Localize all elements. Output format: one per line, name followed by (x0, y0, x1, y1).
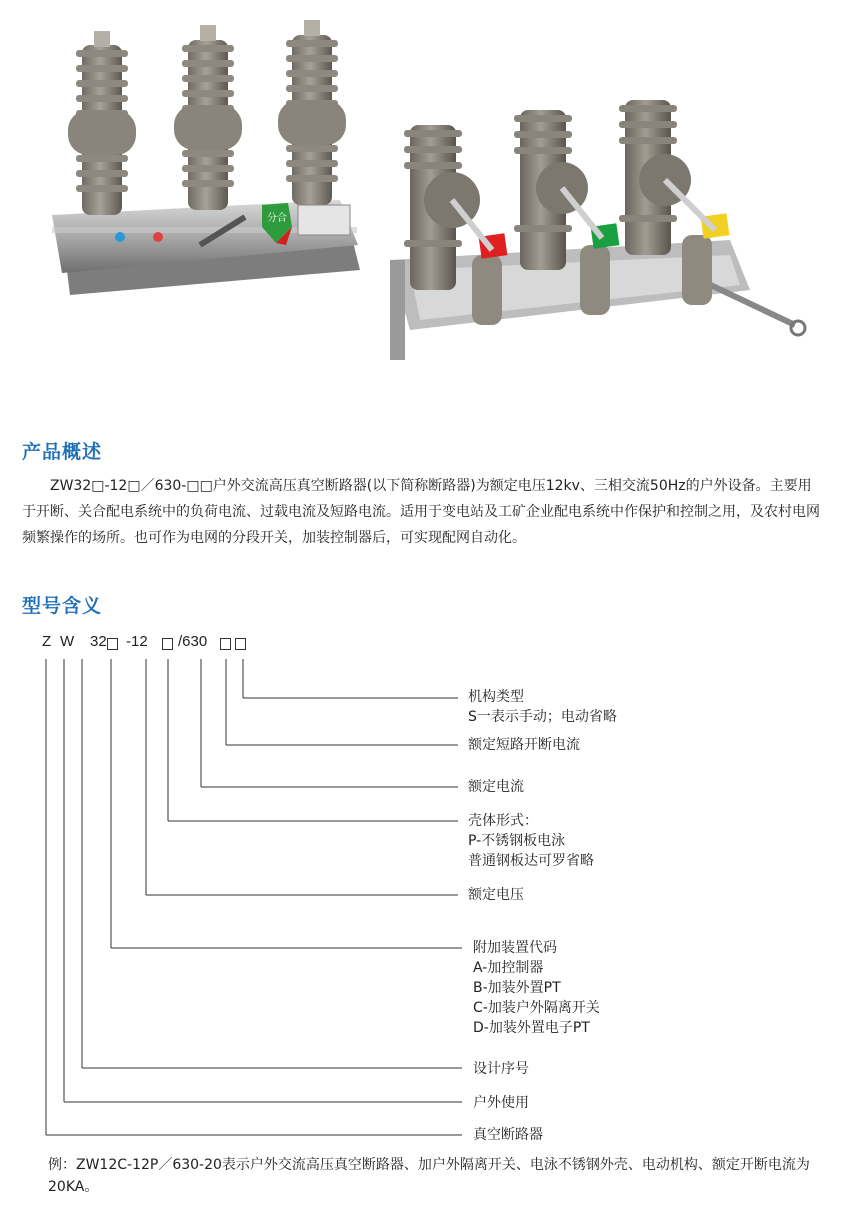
code-box-mechanism (235, 637, 246, 654)
code-box-shell (162, 637, 173, 654)
desc-accessory-code: 附加装置代码 A-加控制器 B-加装外置PT C-加装户外隔离开关 D-加装外置电子PT (473, 940, 600, 1036)
code-letter-w: W (60, 633, 75, 650)
code-voltage: -12 (126, 633, 148, 650)
desc-mechanism-type: 机构类型 S一表示手动；电动省略 (468, 689, 617, 725)
desc-short-circuit-current: 额定短路开断电流 (468, 737, 580, 753)
desc-rated-current: 额定电流 (468, 779, 524, 795)
code-box-breaking (220, 637, 231, 654)
badge-label: 分合 (267, 213, 287, 224)
desc-rated-voltage: 额定电压 (468, 887, 524, 903)
product-photo-angle (380, 70, 810, 370)
overview-paragraph: ZW32□-12□／630-□□户外交流高压真空断路器(以下简称断路器)为额定电压12kv、三相交流50Hz的户外设备。主要用于开断、关合配电系统中的负荷电流、过载电流及短路电流。适用于变电站及工矿企业配电系统中作保护和控制之用，及农村电网频繁操作的场所。也可作为电网的分段开关，加装控制器后，可实现配网自动化。 (22, 478, 820, 546)
model-leader-lines (0, 655, 850, 1155)
desc-design-serial: 设计序号 (473, 1061, 529, 1077)
code-design-number: 32 (90, 633, 107, 650)
section-title-overview: 产品概述 (22, 441, 103, 463)
code-letter-z: Z (42, 633, 52, 650)
desc-outdoor-use: 户外使用 (473, 1095, 529, 1111)
code-box-accessory (107, 637, 118, 654)
desc-vacuum-breaker: 真空断路器 (473, 1127, 543, 1143)
example-note: 例：ZW12C-12P／630-20表示户外交流高压真空断路器、加户外隔离开关、电泳不锈钢外壳、电动机构、额定开断电流为20KA。 (48, 1157, 810, 1195)
desc-shell-type: 壳体形式： P-不锈钢板电泳 普通钢板达可罗省略 (468, 813, 594, 869)
section-title-model-meaning: 型号含义 (22, 595, 103, 617)
code-current: /630 (178, 633, 208, 650)
product-photo-front (40, 5, 380, 305)
